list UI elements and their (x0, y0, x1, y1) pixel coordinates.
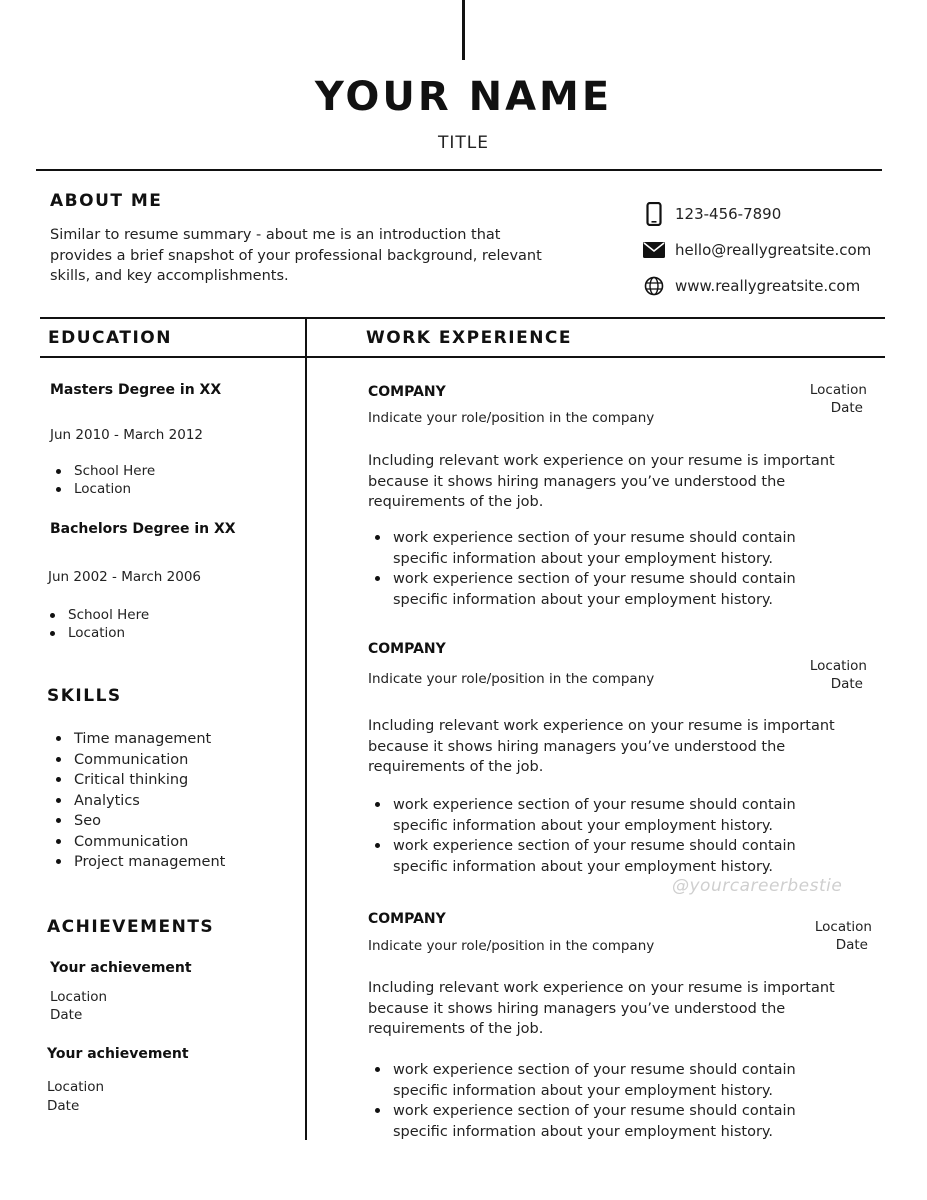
achievement-date: Date (50, 1007, 83, 1023)
education-degree: Bachelors Degree in XX (50, 521, 236, 537)
contact-website[interactable] (643, 274, 871, 298)
job-date: Date (835, 937, 868, 953)
job-description: Including relevant work experience on your resume is important because it shows hiring managers you’ve understood the requirements of the job. (368, 718, 835, 775)
list-item: work experience section of your resume should contain specific information about your employment history. (369, 528, 819, 569)
list-item: Project management (50, 852, 225, 873)
list-item: Analytics (50, 791, 225, 812)
job-description: Including relevant work experience on your resume is important because it shows hiring managers you’ve understood the requirements of the job. (368, 453, 835, 510)
education-details (50, 462, 155, 498)
job-date: Date (830, 400, 863, 416)
job-bullets (369, 528, 819, 610)
list-item: Communication (50, 832, 225, 853)
job-company: COMPANY (368, 384, 446, 400)
top-divider (462, 0, 465, 60)
list-item: work experience section of your resume should contain specific information about your employment history. (369, 1101, 819, 1142)
achievement-title: Your achievement (47, 1046, 189, 1062)
email-icon (643, 239, 665, 261)
achievement-title: Your achievement (50, 960, 192, 976)
skills-heading: SKILLS (47, 686, 122, 706)
section-divider-top (40, 317, 885, 319)
job-role: Indicate your role/position in the company (368, 671, 655, 687)
contact-block (643, 202, 871, 298)
achievement-date: Date (47, 1098, 80, 1114)
list-item: work experience section of your resume should contain specific information about your employment history. (369, 569, 819, 610)
list-item: Communication (50, 750, 225, 771)
list-item: Location (44, 624, 149, 642)
list-item: Location (50, 480, 155, 498)
about-text: Similar to resume summary - about me is an introduction that provides a brief snapshot of your professional background, relevant skills, and key accomplishments. (50, 227, 542, 284)
contact-email[interactable] (643, 238, 871, 262)
job-company: COMPANY (368, 911, 446, 927)
list-item: Seo (50, 811, 225, 832)
skills-list (50, 729, 225, 873)
list-item: work experience section of your resume should contain specific information about your employment history. (369, 1060, 819, 1101)
list-item: work experience section of your resume should contain specific information about your employment history. (369, 836, 819, 877)
education-dates: Jun 2002 - March 2006 (48, 569, 201, 585)
job-description: Including relevant work experience on your resume is important because it shows hiring managers you’ve understood the requirements of the job. (368, 980, 835, 1037)
list-item: School Here (50, 462, 155, 480)
education-degree: Masters Degree in XX (50, 382, 222, 398)
contact-website-text[interactable]: www.reallygreatsite.com (675, 277, 861, 295)
job-location: Location (809, 658, 867, 674)
job-role: Indicate your role/position in the company (368, 938, 655, 954)
job-date: Date (830, 676, 863, 692)
globe-icon (643, 275, 665, 297)
about-heading: ABOUT ME (50, 191, 163, 211)
work-divider (305, 356, 885, 358)
column-divider (305, 317, 307, 1140)
education-details (44, 606, 149, 642)
education-dates: Jun 2010 - March 2012 (50, 427, 203, 443)
list-item: Critical thinking (50, 770, 225, 791)
contact-email-text[interactable]: hello@reallygreatsite.com (675, 241, 872, 259)
list-item: work experience section of your resume should contain specific information about your employment history. (369, 795, 819, 836)
resume-name: YOUR NAME (314, 74, 613, 120)
achievement-location: Location (50, 989, 108, 1005)
job-location: Location (809, 382, 867, 398)
job-role: Indicate your role/position in the company (368, 410, 655, 426)
work-heading: WORK EXPERIENCE (366, 328, 573, 348)
resume-title: TITLE (438, 133, 489, 153)
job-company: COMPANY (368, 641, 446, 657)
header-divider (36, 169, 882, 171)
education-divider (40, 356, 307, 358)
contact-phone-text: 123-456-7890 (675, 205, 782, 223)
job-bullets (369, 795, 819, 877)
watermark: @yourcareerbestie (672, 876, 843, 896)
phone-icon (643, 203, 665, 225)
list-item: Time management (50, 729, 225, 750)
job-location: Location (814, 919, 872, 935)
education-heading: EDUCATION (48, 328, 172, 348)
contact-phone (643, 202, 871, 226)
achievement-location: Location (47, 1079, 105, 1095)
list-item: School Here (44, 606, 149, 624)
job-bullets (369, 1060, 819, 1142)
achievements-heading: ACHIEVEMENTS (47, 917, 215, 937)
